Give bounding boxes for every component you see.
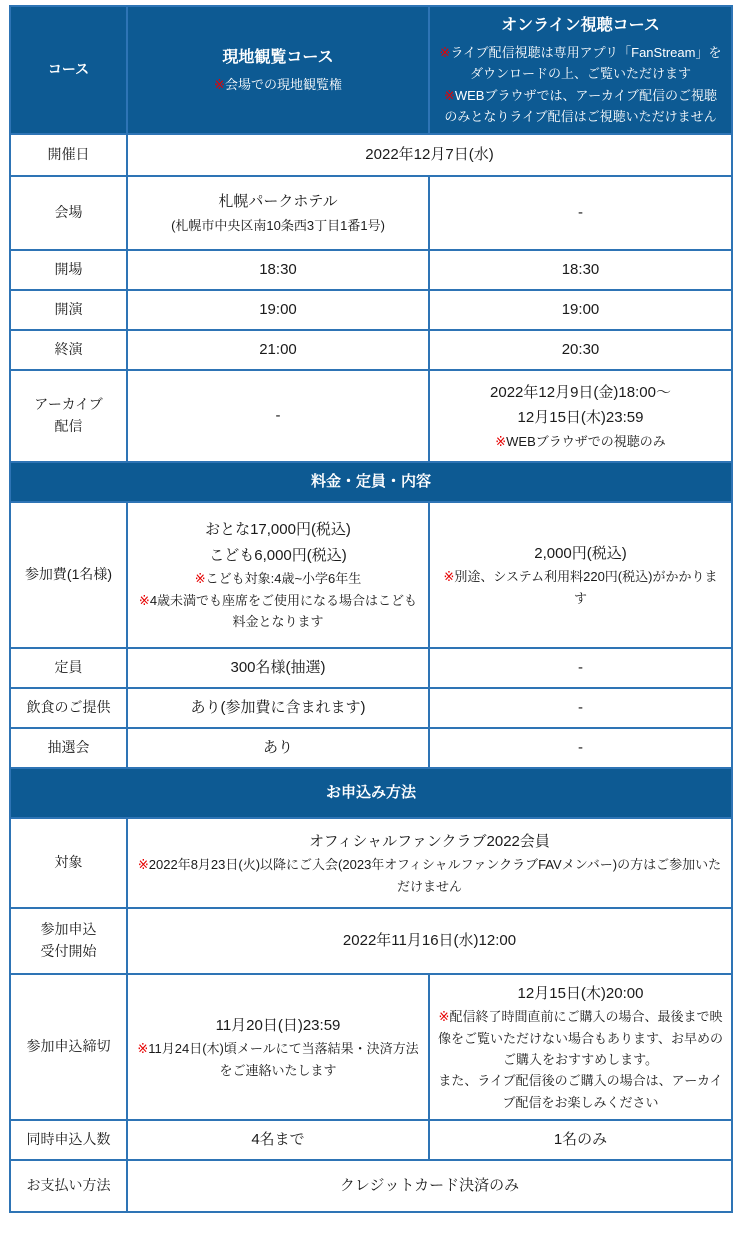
apply-start-value-cell: 2022年11月16日(水)12:00: [127, 908, 732, 974]
note-marker: ※: [137, 1041, 149, 1057]
venue-address: (札幌市中央区南10条西3丁目1番1号): [171, 217, 385, 233]
row-label: 会場: [10, 176, 127, 250]
archive-note: ※WEBブラウザでの視聴のみ: [495, 433, 666, 449]
table-row-apply-deadline: [10, 974, 732, 1120]
onsite-course-header-cell: [127, 6, 429, 134]
section-header-fees: [10, 462, 732, 502]
table-row-show-start: [10, 290, 732, 330]
section-title: 料金・定員・内容: [10, 462, 732, 502]
show-start-onsite-cell: 19:00: [127, 290, 429, 330]
archive-onsite-cell: -: [127, 370, 429, 462]
note-marker: ※: [438, 1009, 450, 1025]
fee-online-cell: [429, 502, 732, 648]
fee-online-price: 2,000円(税込): [534, 544, 627, 562]
row-label: 参加費(1名様): [10, 502, 127, 648]
eligibility-value-cell: [127, 818, 732, 908]
lottery-onsite-cell: あり: [127, 728, 429, 768]
deadline-online-note-1: ※配信終了時間直前にご購入の場合、最後まで映像をご覧いただけない場合もあります、お早めのご購入をおすすめします。: [438, 1009, 723, 1068]
online-course-title: オンライン視聴コース: [501, 17, 660, 35]
venue-onsite-cell: [127, 176, 429, 250]
fee-child: こども6,000円(税込): [209, 546, 347, 564]
row-label: 終演: [10, 330, 127, 370]
table-row-eligibility: [10, 818, 732, 908]
archive-period-line1: 2022年12月9日(金)18:00～: [490, 383, 671, 401]
header-row: [10, 6, 732, 134]
show-end-onsite-cell: 21:00: [127, 330, 429, 370]
food-onsite-cell: あり(参加費に含まれます): [127, 688, 429, 728]
row-label: 定員: [10, 648, 127, 688]
doors-open-online-cell: 18:30: [429, 250, 732, 290]
course-header-label-cell: [10, 6, 127, 134]
fee-adult: おとな17,000円(税込): [205, 521, 351, 539]
show-end-online-cell: 20:30: [429, 330, 732, 370]
table-row-doors-open: [10, 250, 732, 290]
note-marker: ※: [138, 592, 150, 608]
onsite-course-note: ※会場での現地観覧権: [214, 77, 342, 93]
note-marker: ※: [194, 571, 206, 587]
row-label: 飲食のご提供: [10, 688, 127, 728]
table-row-lottery: [10, 728, 732, 768]
section-header-apply: [10, 768, 732, 818]
capacity-online-cell: -: [429, 648, 732, 688]
row-label: 抽選会: [10, 728, 127, 768]
deadline-online-value: 12月15日(木)20:00: [517, 984, 644, 1002]
note-marker: ※: [443, 87, 455, 103]
fee-note-1: ※こども対象:4歳~小学6年生: [194, 571, 362, 587]
row-label: 参加申込 受付開始: [10, 908, 127, 974]
row-label: 開場: [10, 250, 127, 290]
deadline-online-note-2: また、ライブ配信後のご購入の場合は、アーカイブ配信をお楽しみください: [438, 1073, 723, 1110]
deadline-onsite-note: ※11月24日(木)頃メールにて当落結果・決済方法をご連絡いたします: [137, 1041, 419, 1078]
table-row-venue: [10, 176, 732, 250]
row-label: 開催日: [10, 134, 127, 176]
online-course-note-1: ※ライブ配信視聴は専用アプリ「FanStream」をダウンロードの上、ご覧いただけます: [439, 45, 722, 82]
venue-name: 札幌パークホテル: [218, 193, 338, 211]
archive-online-cell: [429, 370, 732, 462]
table-row-archive: [10, 370, 732, 462]
date-value-cell: 2022年12月7日(水): [127, 134, 732, 176]
onsite-course-title: 現地観覧コース: [222, 49, 334, 67]
fee-online-note: ※別途、システム利用料220円(税込)がかかります: [443, 569, 718, 606]
lottery-online-cell: -: [429, 728, 732, 768]
row-label: 開演: [10, 290, 127, 330]
table-row-simultaneous: [10, 1120, 732, 1160]
venue-online-cell: -: [429, 176, 732, 250]
table-row-payment: [10, 1160, 732, 1212]
row-label: 同時申込人数: [10, 1120, 127, 1160]
note-marker: ※: [495, 433, 507, 449]
simultaneous-onsite-cell: 4名まで: [127, 1120, 429, 1160]
fee-onsite-cell: [127, 502, 429, 648]
row-label: アーカイブ 配信: [10, 370, 127, 462]
show-start-online-cell: 19:00: [429, 290, 732, 330]
row-label: 対象: [10, 818, 127, 908]
note-marker: ※: [137, 857, 149, 873]
table-row-apply-start: [10, 908, 732, 974]
note-marker: ※: [439, 45, 451, 61]
row-label: 参加申込締切: [10, 974, 127, 1120]
eligibility-value: オフィシャルファンクラブ2022会員: [309, 832, 550, 850]
deadline-onsite-cell: [127, 974, 429, 1120]
online-course-note-2: ※WEBブラウザでは、アーカイブ配信のご視聴のみとなりライブ配信はご視聴いただけません: [443, 87, 718, 125]
fee-note-2: ※4歳未満でも座席をご使用になる場合はこども料金となります: [138, 592, 418, 630]
note-marker: ※: [214, 77, 225, 93]
archive-period-line2: 12月15日(木)23:59: [517, 409, 644, 427]
table-row-show-end: [10, 330, 732, 370]
table-row-capacity: [10, 648, 732, 688]
table-row-fee: [10, 502, 732, 648]
simultaneous-online-cell: 1名のみ: [429, 1120, 732, 1160]
event-course-table: [9, 5, 733, 1213]
eligibility-note: ※2022年8月23日(火)以降にご入会(2023年オフィシャルファンクラブFAVメンバー)の方はご参加いただけません: [137, 857, 722, 894]
note-marker: ※: [443, 569, 455, 585]
table-row-date: [10, 134, 732, 176]
payment-value-cell: クレジットカード決済のみ: [127, 1160, 732, 1212]
doors-open-onsite-cell: 18:30: [127, 250, 429, 290]
deadline-online-cell: [429, 974, 732, 1120]
table-row-food: [10, 688, 732, 728]
section-title: お申込み方法: [10, 768, 732, 818]
food-online-cell: -: [429, 688, 732, 728]
deadline-onsite-value: 11月20日(日)23:59: [215, 1016, 341, 1034]
capacity-onsite-cell: 300名様(抽選): [127, 648, 429, 688]
row-label: お支払い方法: [10, 1160, 127, 1212]
course-header-label: コース: [47, 61, 90, 78]
online-course-header-cell: [429, 6, 732, 134]
